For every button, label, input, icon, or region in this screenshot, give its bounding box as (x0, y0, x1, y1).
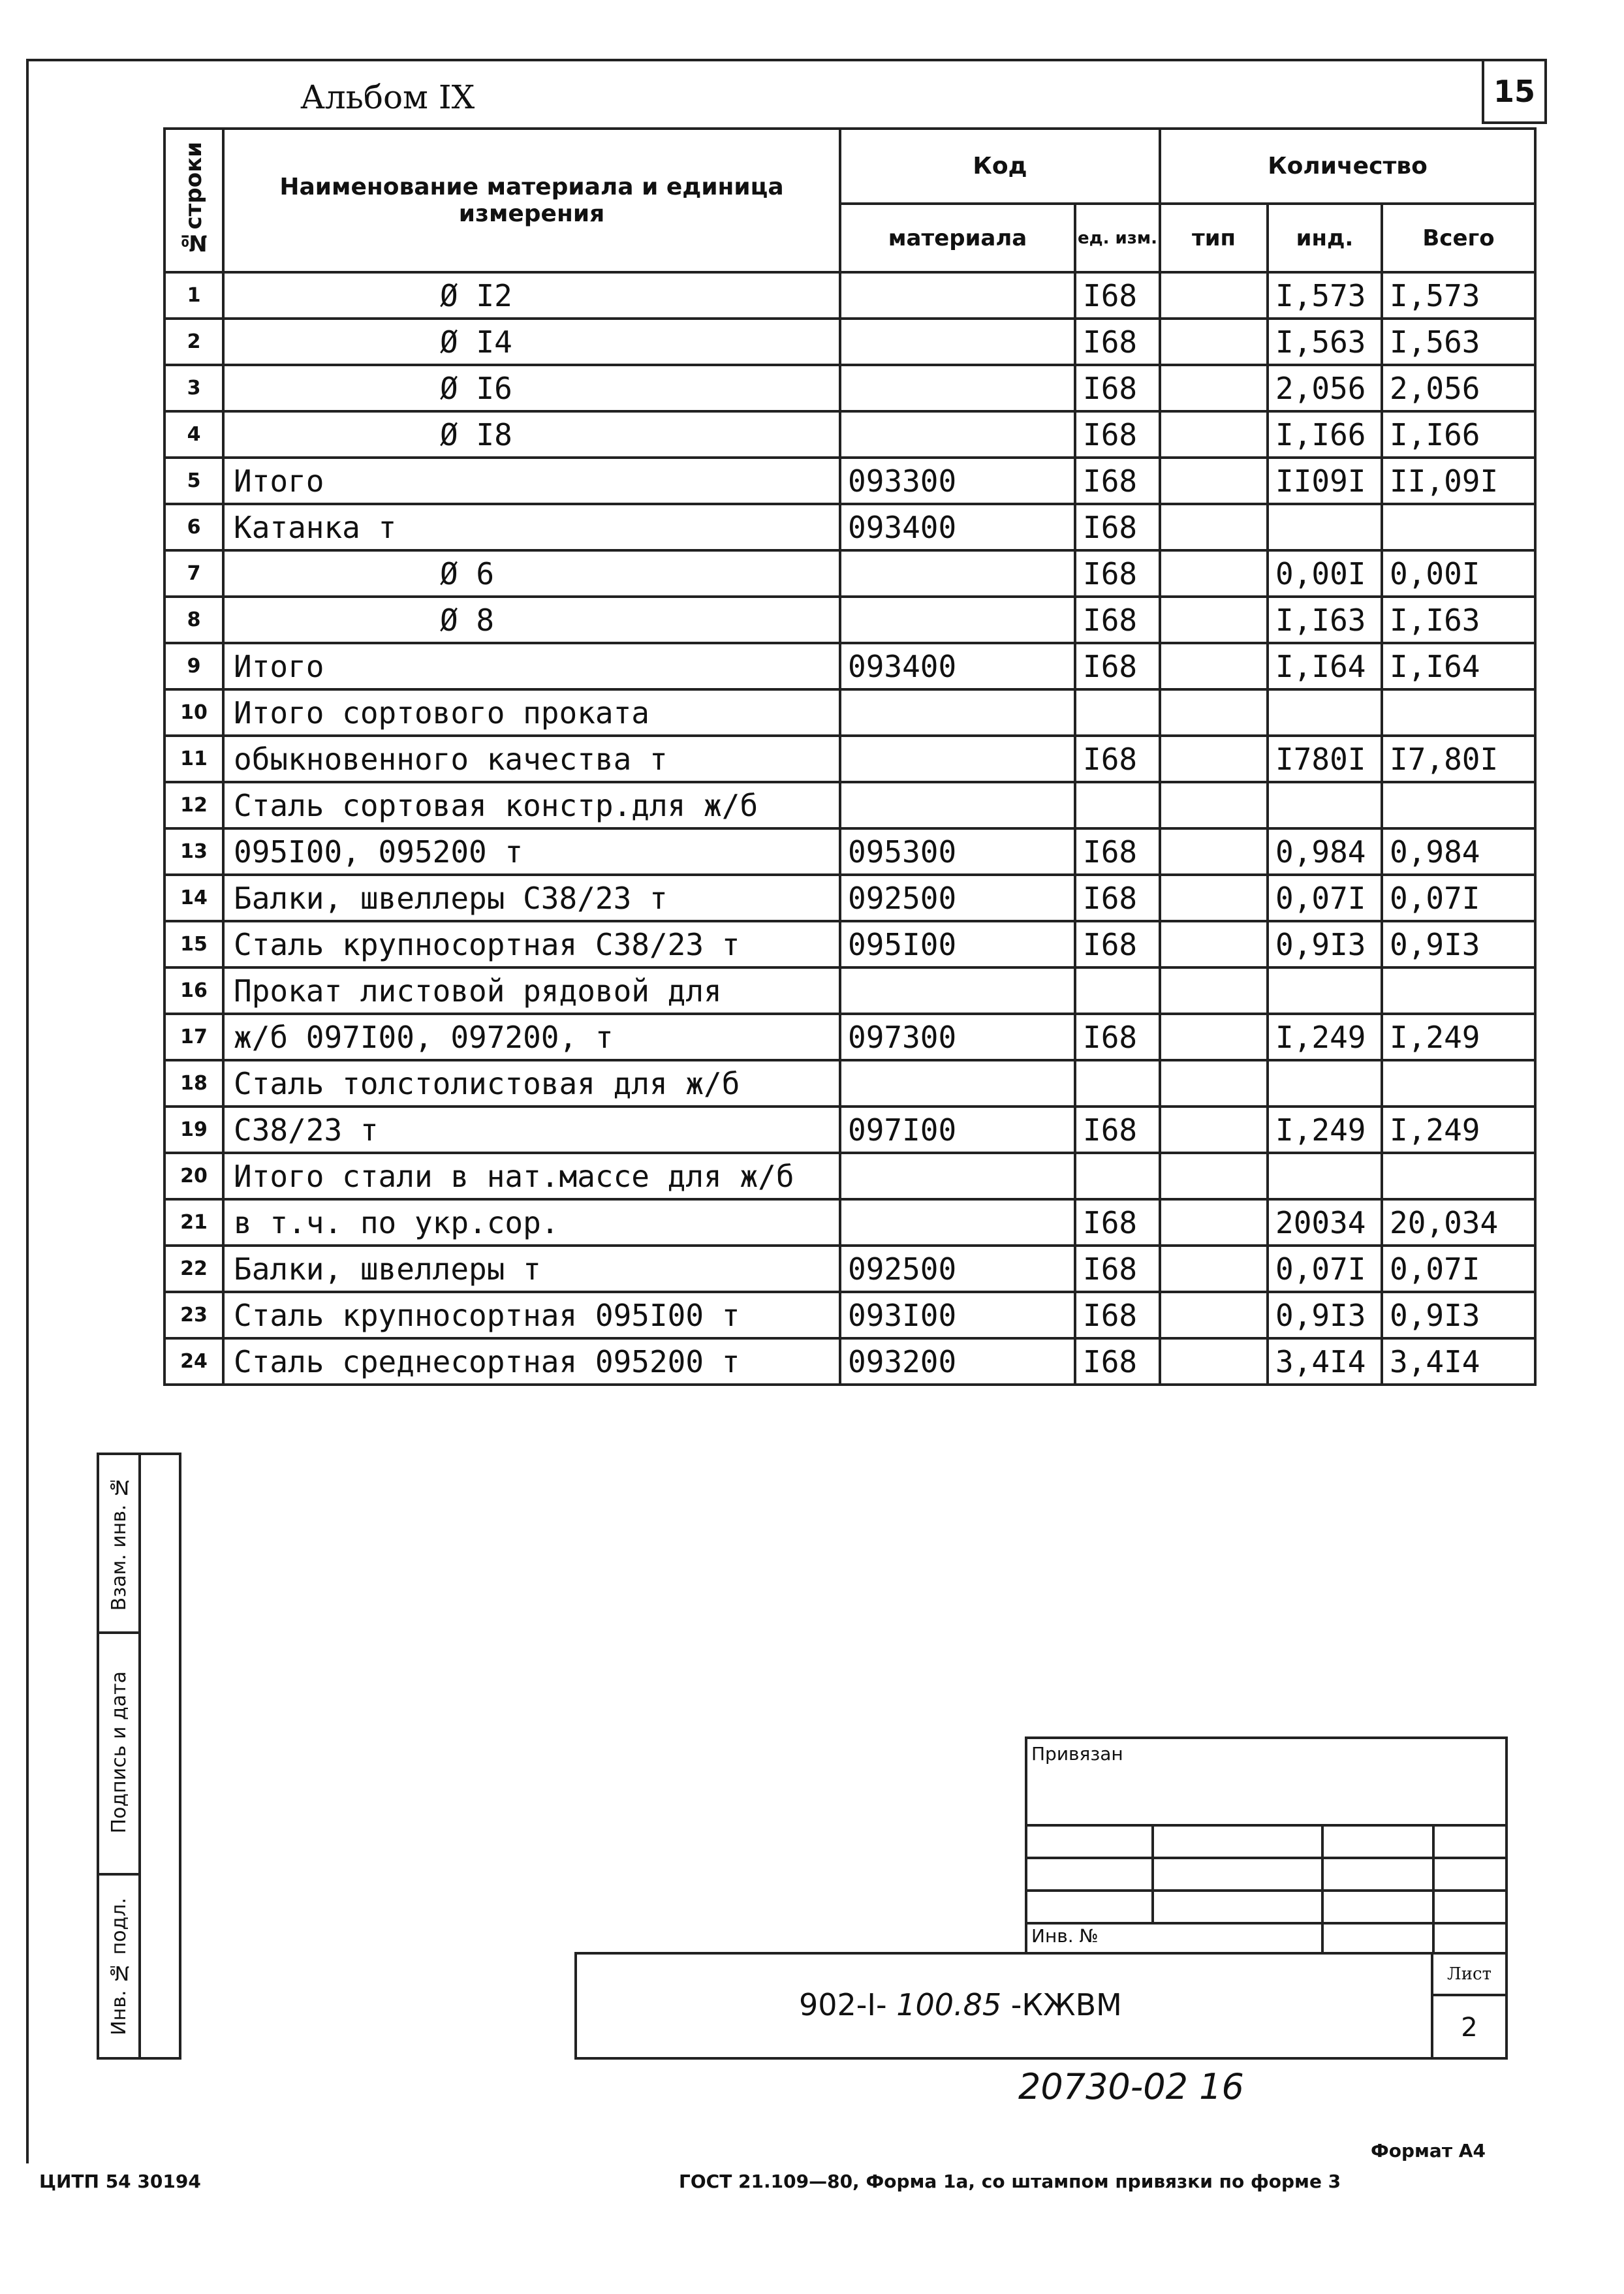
row-number: 6 (164, 504, 223, 550)
unit-code: I68 (1075, 1292, 1160, 1338)
material-code (840, 319, 1075, 365)
table-row (164, 1246, 1535, 1292)
table-row (164, 550, 1535, 597)
row-number: 16 (164, 967, 223, 1014)
qty-ind: 0,07I (1268, 1246, 1382, 1292)
qty-total: I,I64 (1382, 643, 1535, 689)
stamp-line (1151, 1824, 1154, 1922)
qty-type (1160, 1246, 1268, 1292)
qty-type (1160, 1338, 1268, 1385)
material-name: С38/23 т (223, 1107, 840, 1153)
row-number: 17 (164, 1014, 223, 1060)
qty-total (1382, 967, 1535, 1014)
material-name: Катанка т (223, 504, 840, 550)
row-number: 13 (164, 828, 223, 875)
material-name: Итого (223, 458, 840, 504)
approval-label: Привязан (1031, 1743, 1123, 1765)
qty-ind (1268, 1153, 1382, 1199)
material-code (840, 550, 1075, 597)
material-name: Ø I4 (223, 319, 840, 365)
material-code: 095I00 (840, 921, 1075, 967)
qty-type (1160, 921, 1268, 967)
unit-code: I68 (1075, 828, 1160, 875)
material-name: Итого сортового проката (223, 689, 840, 736)
row-number: 24 (164, 1338, 223, 1385)
document-designation: 902-I- 100.85 -КЖВМ (799, 1987, 1122, 2022)
format-label: Формат А4 (1371, 2140, 1486, 2161)
stamp-line (1432, 1824, 1435, 1955)
table-row (164, 828, 1535, 875)
row-number: 7 (164, 550, 223, 597)
unit-code: I68 (1075, 643, 1160, 689)
qty-ind (1268, 689, 1382, 736)
unit-code: I68 (1075, 1246, 1160, 1292)
qty-total (1382, 1060, 1535, 1107)
qty-ind (1268, 504, 1382, 550)
qty-type (1160, 689, 1268, 736)
qty-type (1160, 1107, 1268, 1153)
row-number: 23 (164, 1292, 223, 1338)
unit-code (1075, 1060, 1160, 1107)
qty-total (1382, 689, 1535, 736)
table-row (164, 365, 1535, 411)
qty-ind: 2,056 (1268, 365, 1382, 411)
approval-stamp (1025, 1736, 1508, 1952)
row-number: 3 (164, 365, 223, 411)
table-row (164, 411, 1535, 458)
material-code (840, 1153, 1075, 1199)
unit-code (1075, 782, 1160, 828)
unit-code: I68 (1075, 1107, 1160, 1153)
unit-code: I68 (1075, 921, 1160, 967)
table-row (164, 1292, 1535, 1338)
material-code: 092500 (840, 875, 1075, 921)
table-row (164, 875, 1535, 921)
qty-ind (1268, 967, 1382, 1014)
qty-type (1160, 782, 1268, 828)
header-row-no: №строки (164, 129, 223, 272)
qty-type (1160, 1153, 1268, 1199)
side-replaced-inv: Взам. инв. № (99, 1455, 138, 1634)
material-code: 093200 (840, 1338, 1075, 1385)
footer-right: ГОСТ 21.109—80, Форма 1а, со штампом привязки по форме 3 (679, 2171, 1341, 2192)
qty-type (1160, 319, 1268, 365)
material-name: 095I00, 095200 т (223, 828, 840, 875)
qty-ind: I780I (1268, 736, 1382, 782)
header-material: материала (840, 204, 1075, 272)
unit-code (1075, 967, 1160, 1014)
material-name: Балки, швеллеры т (223, 1246, 840, 1292)
material-name: Прокат листовой рядовой для (223, 967, 840, 1014)
row-number: 1 (164, 272, 223, 319)
registration-number: 20730-02 16 (1018, 2066, 1244, 2107)
row-number: 18 (164, 1060, 223, 1107)
header-total: Всего (1382, 204, 1535, 272)
qty-ind: 0,00I (1268, 550, 1382, 597)
qty-total: 3,4I4 (1382, 1338, 1535, 1385)
header-name: Наименование материала и единица измерения (223, 129, 840, 272)
qty-total: 2,056 (1382, 365, 1535, 411)
table-row (164, 736, 1535, 782)
qty-total: II,09I (1382, 458, 1535, 504)
row-number: 11 (164, 736, 223, 782)
qty-type (1160, 365, 1268, 411)
qty-total: 0,00I (1382, 550, 1535, 597)
qty-total (1382, 782, 1535, 828)
material-code (840, 782, 1075, 828)
qty-type (1160, 272, 1268, 319)
row-number: 22 (164, 1246, 223, 1292)
side-stamp-labels (99, 1455, 141, 2057)
qty-total: I,249 (1382, 1107, 1535, 1153)
table-row (164, 782, 1535, 828)
qty-ind: I,249 (1268, 1014, 1382, 1060)
material-name: Ø I8 (223, 411, 840, 458)
sheet-label: Лист (1433, 1955, 1505, 1996)
qty-total: 0,9I3 (1382, 921, 1535, 967)
unit-code: I68 (1075, 550, 1160, 597)
qty-type (1160, 643, 1268, 689)
material-name: Сталь крупносортная С38/23 т (223, 921, 840, 967)
qty-ind: 0,984 (1268, 828, 1382, 875)
material-name: Ø I2 (223, 272, 840, 319)
header-quantity: Количество (1160, 129, 1535, 204)
table-row (164, 1199, 1535, 1246)
unit-code: I68 (1075, 504, 1160, 550)
material-code: 095300 (840, 828, 1075, 875)
material-code (840, 411, 1075, 458)
material-name: Сталь толстолистовая для ж/б (223, 1060, 840, 1107)
table-row (164, 597, 1535, 643)
unit-code: I68 (1075, 365, 1160, 411)
table-row (164, 921, 1535, 967)
title-block (574, 1952, 1508, 2060)
material-code (840, 1199, 1075, 1246)
row-number: 9 (164, 643, 223, 689)
row-number: 12 (164, 782, 223, 828)
qty-ind: 0,9I3 (1268, 1292, 1382, 1338)
side-stamp (97, 1453, 181, 2060)
qty-total: 0,984 (1382, 828, 1535, 875)
row-number: 8 (164, 597, 223, 643)
material-name: Сталь сортовая констр.для ж/б (223, 782, 840, 828)
qty-ind: 0,9I3 (1268, 921, 1382, 967)
qty-ind: 0,07I (1268, 875, 1382, 921)
table-row (164, 643, 1535, 689)
row-number: 15 (164, 921, 223, 967)
material-name: Ø I6 (223, 365, 840, 411)
table-row (164, 458, 1535, 504)
unit-code: I68 (1075, 875, 1160, 921)
qty-type (1160, 411, 1268, 458)
materials-table (163, 127, 1537, 1386)
material-code: 093300 (840, 458, 1075, 504)
side-inv-orig: Инв. № подл. (107, 1897, 131, 2035)
material-name: Сталь среднесортная 095200 т (223, 1338, 840, 1385)
unit-code (1075, 1153, 1160, 1199)
qty-type (1160, 1199, 1268, 1246)
sheet-number: 2 (1461, 2013, 1478, 2043)
table-row (164, 1014, 1535, 1060)
approval-inv-label: Инв. № (1031, 1925, 1099, 1947)
qty-type (1160, 1060, 1268, 1107)
material-code: 093400 (840, 504, 1075, 550)
material-code (840, 272, 1075, 319)
qty-type (1160, 875, 1268, 921)
row-number: 20 (164, 1153, 223, 1199)
row-number: 21 (164, 1199, 223, 1246)
qty-total: I,I66 (1382, 411, 1535, 458)
row-number: 19 (164, 1107, 223, 1153)
material-code (840, 689, 1075, 736)
qty-total: 0,07I (1382, 875, 1535, 921)
qty-ind: I,I64 (1268, 643, 1382, 689)
material-code (840, 736, 1075, 782)
unit-code: I68 (1075, 319, 1160, 365)
table-row (164, 272, 1535, 319)
table-row (164, 504, 1535, 550)
row-number: 4 (164, 411, 223, 458)
header-ind: инд. (1268, 204, 1382, 272)
qty-type (1160, 550, 1268, 597)
qty-total (1382, 1153, 1535, 1199)
qty-ind: I,563 (1268, 319, 1382, 365)
qty-total: I,I63 (1382, 597, 1535, 643)
table-row (164, 1060, 1535, 1107)
side-sign-date: Подпись и дата (99, 1631, 138, 1876)
table-row (164, 319, 1535, 365)
qty-ind (1268, 1060, 1382, 1107)
qty-type (1160, 504, 1268, 550)
table-row (164, 689, 1535, 736)
header-type: тип (1160, 204, 1268, 272)
row-number: 14 (164, 875, 223, 921)
unit-code (1075, 689, 1160, 736)
table-row (164, 967, 1535, 1014)
table-row (164, 1107, 1535, 1153)
footer-left: ЦИТП 54 30194 (39, 2171, 201, 2192)
material-code (840, 597, 1075, 643)
material-code: 093400 (840, 643, 1075, 689)
material-code: 093I00 (840, 1292, 1075, 1338)
album-title: Альбом IX (300, 78, 475, 116)
qty-total: 0,9I3 (1382, 1292, 1535, 1338)
unit-code: I68 (1075, 736, 1160, 782)
material-name: Сталь крупносортная 095I00 т (223, 1292, 840, 1338)
material-name: ж/б 097I00, 097200, т (223, 1014, 840, 1060)
qty-ind: 3,4I4 (1268, 1338, 1382, 1385)
header-unit: ед. изм. (1075, 204, 1160, 272)
qty-ind: I,I66 (1268, 411, 1382, 458)
qty-type (1160, 597, 1268, 643)
unit-code: I68 (1075, 272, 1160, 319)
qty-total: I7,80I (1382, 736, 1535, 782)
row-number: 10 (164, 689, 223, 736)
material-name: Ø 6 (223, 550, 840, 597)
material-code (840, 1060, 1075, 1107)
material-code (840, 967, 1075, 1014)
unit-code: I68 (1075, 458, 1160, 504)
material-name: в т.ч. по укр.сор. (223, 1199, 840, 1246)
qty-total (1382, 504, 1535, 550)
unit-code: I68 (1075, 1338, 1160, 1385)
material-code: 097300 (840, 1014, 1075, 1060)
qty-total: 20,034 (1382, 1199, 1535, 1246)
qty-type (1160, 458, 1268, 504)
material-code (840, 365, 1075, 411)
qty-type (1160, 1292, 1268, 1338)
header-code: Код (840, 129, 1160, 204)
page-number: 15 (1482, 59, 1547, 124)
qty-ind: I,249 (1268, 1107, 1382, 1153)
qty-total: 0,07I (1382, 1246, 1535, 1292)
material-name: Ø 8 (223, 597, 840, 643)
qty-ind: II09I (1268, 458, 1382, 504)
material-code: 092500 (840, 1246, 1075, 1292)
material-code: 097I00 (840, 1107, 1075, 1153)
unit-code: I68 (1075, 597, 1160, 643)
qty-type (1160, 736, 1268, 782)
row-number: 5 (164, 458, 223, 504)
stamp-line (1321, 1824, 1324, 1955)
qty-type (1160, 967, 1268, 1014)
qty-type (1160, 1014, 1268, 1060)
material-name: обыкновенного качества т (223, 736, 840, 782)
qty-type (1160, 828, 1268, 875)
table-row (164, 1338, 1535, 1385)
qty-total: I,249 (1382, 1014, 1535, 1060)
material-name: Итого стали в нат.массе для ж/б (223, 1153, 840, 1199)
qty-ind: I,I63 (1268, 597, 1382, 643)
table-row (164, 1153, 1535, 1199)
sheet-box (1431, 1955, 1505, 2057)
unit-code: I68 (1075, 1014, 1160, 1060)
qty-ind: I,573 (1268, 272, 1382, 319)
qty-total: I,563 (1382, 319, 1535, 365)
unit-code: I68 (1075, 1199, 1160, 1246)
qty-ind (1268, 782, 1382, 828)
material-name: Итого (223, 643, 840, 689)
material-name: Балки, швеллеры С38/23 т (223, 875, 840, 921)
row-number: 2 (164, 319, 223, 365)
qty-total: I,573 (1382, 272, 1535, 319)
unit-code: I68 (1075, 411, 1160, 458)
qty-ind: 20034 (1268, 1199, 1382, 1246)
